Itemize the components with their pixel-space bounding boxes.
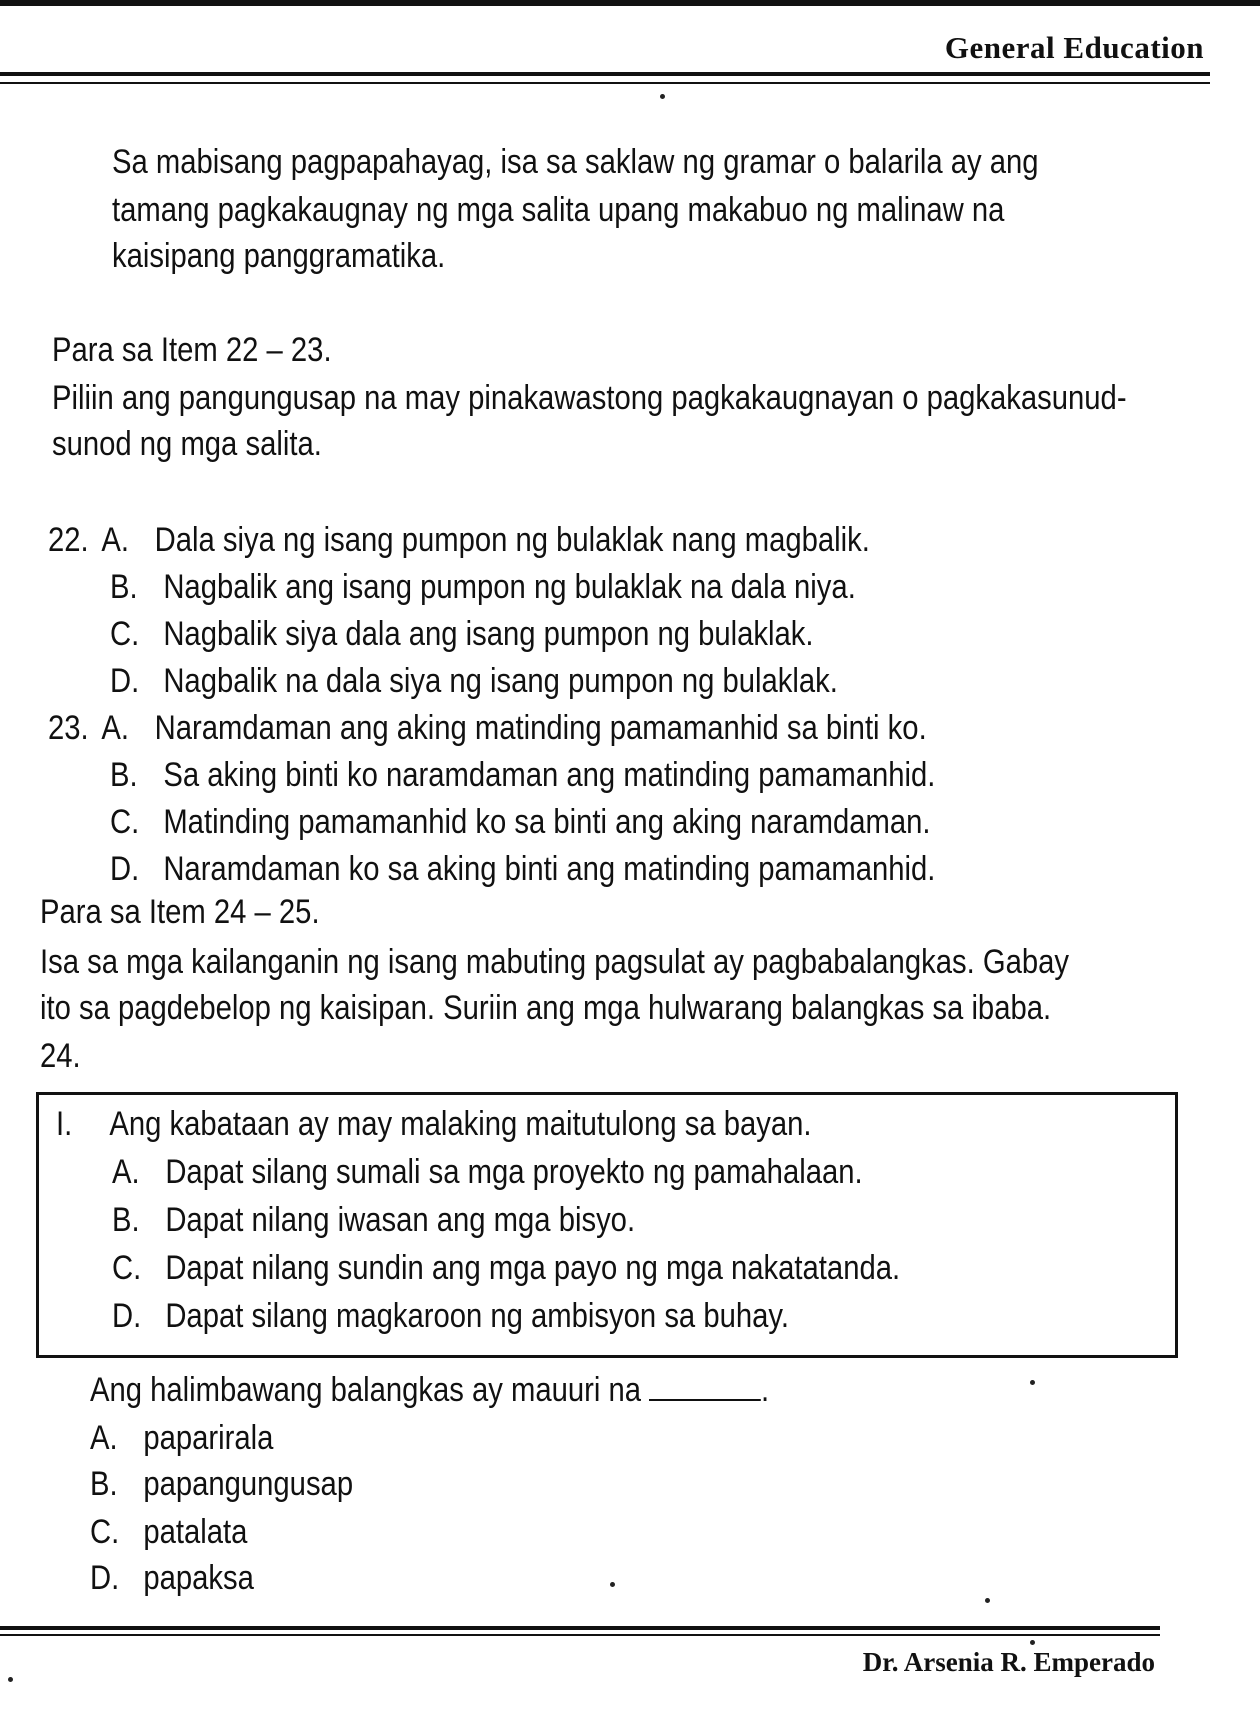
outline-item-label: C. [112,1249,142,1287]
scan-speck [8,1677,13,1682]
intro-line-3: kaisipang panggramatika. [112,237,446,275]
option-label: D. [110,662,140,700]
outline-item-text: Dapat silang magkaroon ng ambisyon sa buhay. [165,1297,789,1335]
question-number: 22. [48,521,89,559]
outline-item-c [112,1246,900,1291]
option-label: B. [110,756,138,794]
top-edge-rule [0,0,1260,6]
option-text: patalata [143,1513,248,1551]
footer-author: Dr. Arsenia R. Emperado [862,1647,1155,1677]
option-label: A. [90,1419,118,1457]
option-text: Nagbalik ang isang pumpon ng bulaklak na dala niya. [163,568,856,606]
option-text: Sa aking binti ko naramdaman ang matinding pamamanhid. [163,756,936,794]
outline-item-d [112,1294,789,1339]
header-rule-thick [0,72,1210,76]
question-stem-end: . [760,1371,770,1409]
intro-line-1: Sa mabisang pagpapahayag, isa sa saklaw ng gramar o balarila ay ang [112,143,1039,181]
outline-item-b [112,1198,635,1243]
scan-speck [660,94,665,99]
question-24-option-c [90,1510,247,1555]
question-24-stem [90,1368,769,1413]
option-text: Naramdaman ko sa aking binti ang matinding pamamanhid. [163,850,936,888]
item-number-24: 24. [40,1037,81,1075]
footer-rule-thick [0,1626,1160,1630]
question-stem-text: Ang halimbawang balangkas ay mauuri na [90,1371,642,1409]
answer-blank [649,1371,761,1401]
option-label: C. [90,1513,120,1551]
option-label: D. [110,850,140,888]
option-text: paparirala [143,1419,274,1457]
section-instruction-line-2: sunod ng mga salita. [52,425,322,463]
option-label: B. [110,568,138,606]
question-23-option-b [110,753,935,798]
scan-speck [610,1582,615,1587]
scan-speck [1030,1380,1035,1385]
question-24-option-b [90,1462,353,1507]
option-text: papangungusap [143,1465,354,1503]
option-label: D. [90,1559,120,1597]
question-22-option-a [48,518,870,563]
section-heading-24-25: Para sa Item 24 – 25. [40,893,320,931]
outline-item-text: Dapat nilang sundin ang mga payo ng mga nakatatanda. [165,1249,901,1287]
scan-speck [985,1598,990,1603]
section2-instruction-line-1: Isa sa mga kailanganin ng isang mabuting pagsulat ay pagbabalangkas. Gabay [40,943,1069,981]
option-label: C. [110,803,140,841]
footer-rule-thin [0,1634,1160,1636]
page-header-title: General Education [944,30,1204,65]
outline-item-text: Dapat silang sumali sa mga proyekto ng pamahalaan. [165,1153,863,1191]
section-heading-22-23: Para sa Item 22 – 23. [52,331,332,369]
question-22-option-b [110,565,856,610]
option-label: C. [110,615,140,653]
question-23-option-c [110,800,931,845]
question-22-option-d [110,659,838,704]
option-label: A. [101,521,129,559]
option-label: A. [101,709,129,747]
header-rule-thin [0,82,1210,84]
question-number: 23. [48,709,89,747]
option-label: B. [90,1465,118,1503]
question-24-option-a [90,1416,273,1461]
option-text: Naramdaman ang aking matinding pamamanhid sa binti ko. [154,709,927,747]
question-22-option-c [110,612,814,657]
outline-item-a [112,1150,863,1195]
outline-main-text: Ang kabataan ay may malaking maitutulong sa bayan. [109,1105,812,1143]
scan-speck [1030,1640,1035,1645]
question-23-option-d [110,847,935,892]
outline-item-text: Dapat nilang iwasan ang mga bisyo. [165,1201,636,1239]
question-24-option-d [90,1556,254,1601]
outline-item-label: D. [112,1297,142,1335]
section-instruction-line-1: Piliin ang pangungusap na may pinakawastong pagkakaugnayan o pagkakasunud- [52,379,1127,417]
option-text: Dala siya ng isang pumpon ng bulaklak nang magbalik. [154,521,870,559]
intro-line-2: tamang pagkakaugnay ng mga salita upang makabuo ng malinaw na [112,191,1005,229]
option-text: papaksa [143,1559,254,1597]
outline-item-label: B. [112,1201,140,1239]
option-text: Nagbalik siya dala ang isang pumpon ng bulaklak. [163,615,814,653]
outline-main-point [56,1102,812,1147]
section2-instruction-line-2: ito sa pagdebelop ng kaisipan. Suriin ang mga hulwarang balangkas sa ibaba. [40,989,1052,1027]
option-text: Nagbalik na dala siya ng isang pumpon ng bulaklak. [163,662,838,700]
outline-item-label: A. [112,1153,140,1191]
question-23-option-a [48,706,927,751]
outline-roman-numeral: I. [56,1105,73,1143]
option-text: Matinding pamamanhid ko sa binti ang aking naramdaman. [163,803,931,841]
